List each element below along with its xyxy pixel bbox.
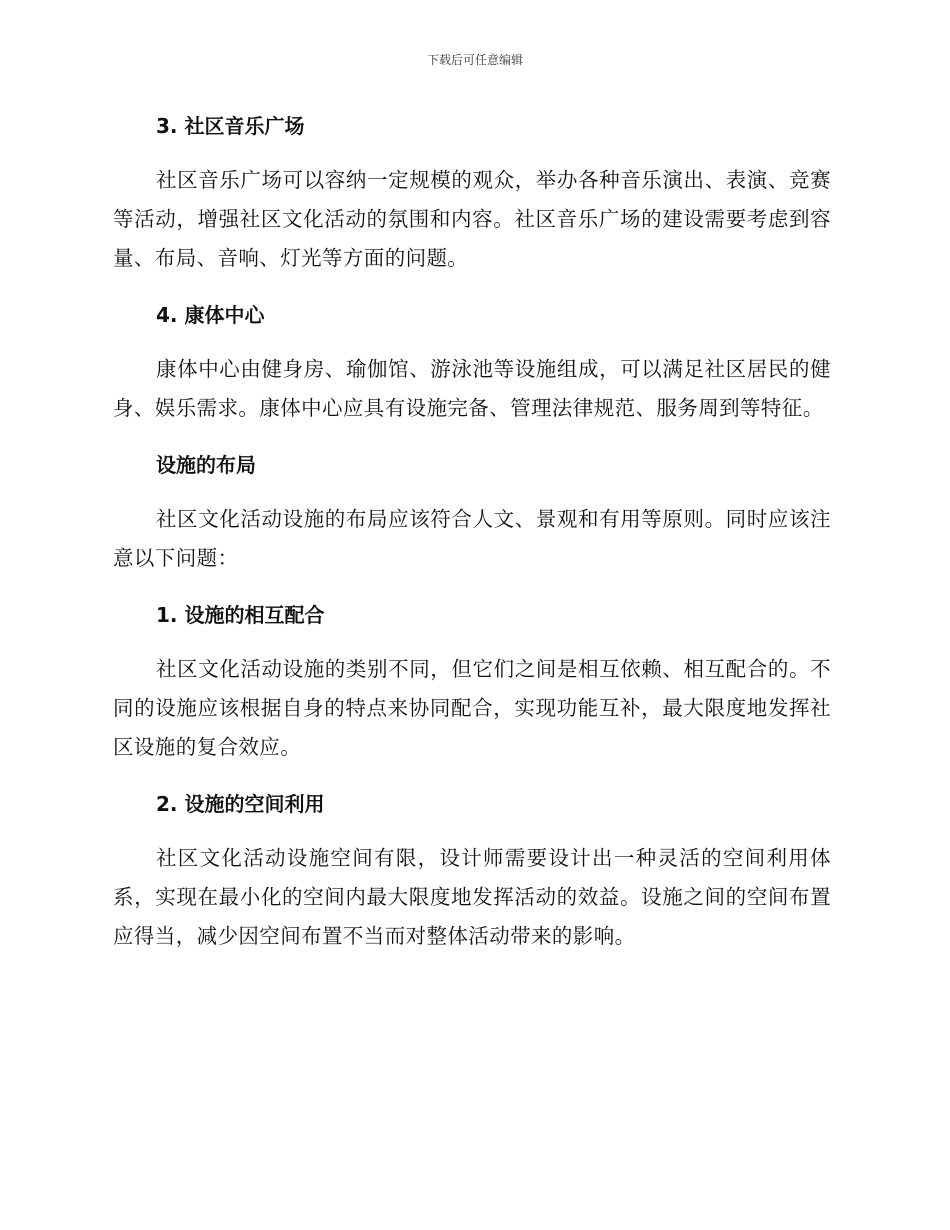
section-heading-facility-layout: 设施的布局 xyxy=(156,453,256,477)
section-paragraph-space-utilization: 社区文化活动设施空间有限，设计师需要设计出一种灵活的空间利用体系，实现在最小化的空间内最大限度地发挥活动的效益。设施之间的空间布置应得当，减少因空间布置不当而对整体活动带来的影响。 xyxy=(113,846,831,948)
section-heading-space-utilization: 2. 设施的空间利用 xyxy=(156,792,325,816)
section-paragraph-fitness-center: 康体中心由健身房、瑜伽馆、游泳池等设施组成，可以满足社区居民的健身、娱乐需求。康体中心应具有设施完备、管理法律规范、服务周到等特征。 xyxy=(113,357,831,420)
section-paragraph-facility-layout: 社区文化活动设施的布局应该符合人文、景观和有用等原则。同时应该注意以下问题： xyxy=(113,507,831,570)
section-heading-mutual-cooperation: 1. 设施的相互配合 xyxy=(156,603,325,627)
document-body xyxy=(113,106,831,956)
section-heading-music-plaza: 3. 社区音乐广场 xyxy=(156,114,305,138)
page-header: 下载后可任意编辑 xyxy=(426,53,523,67)
section-paragraph-music-plaza: 社区音乐广场可以容纳一定规模的观众，举办各种音乐演出、表演、竞赛等活动，增强社区文化活动的氛围和内容。社区音乐广场的建设需要考虑到容量、布局、音响、灯光等方面的问题。 xyxy=(113,168,831,270)
section-paragraph-mutual-cooperation: 社区文化活动设施的类别不同，但它们之间是相互依赖、相互配合的。不同的设施应该根据自身的特点来协同配合，实现功能互补，最大限度地发挥社区设施的复合效应。 xyxy=(113,657,831,759)
section-heading-fitness-center: 4. 康体中心 xyxy=(156,303,265,327)
